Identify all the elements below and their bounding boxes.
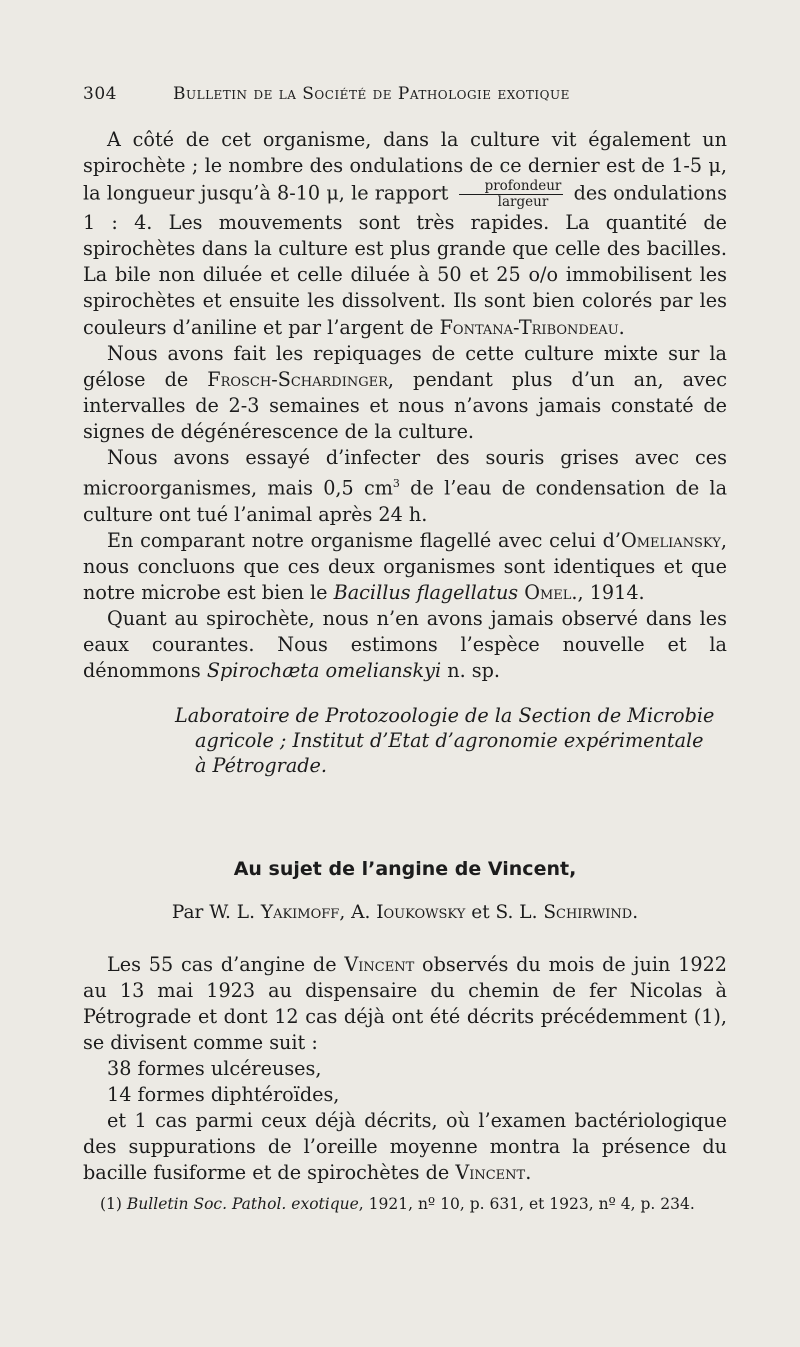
text-run: de l’eau de condensation de la culture ont tué l’animal après 24 h. bbox=[83, 476, 728, 526]
text-run: , nous concluons que ces deux organismes sont identiques et que notre microbe est bien le bbox=[83, 528, 727, 604]
list-item bbox=[83, 1108, 727, 1186]
text-run: . bbox=[632, 902, 639, 923]
text-run: Quant au spirochète, nous n’en avons jamais observé dans les eaux courantes. Nous estimons l’espèce nouvelle et la dénommons bbox=[83, 606, 727, 683]
species-name: Spirochæta omelianskyi bbox=[206, 659, 442, 683]
fraction-numerator: profondeur bbox=[459, 179, 564, 195]
text-run: . bbox=[618, 315, 625, 339]
paragraph bbox=[83, 341, 727, 445]
author-name: Frosch-Schardinger bbox=[207, 367, 388, 391]
article-authors bbox=[83, 902, 727, 923]
superscript: 3 bbox=[392, 477, 400, 491]
text-run: Les 55 cas d’angine de bbox=[107, 953, 337, 976]
author-name: Vincent bbox=[344, 953, 415, 976]
text-run: Nous avons essayé d’infecter des souris grises avec ces microorganismes, mais 0,5 cm bbox=[83, 446, 727, 500]
journal-name: Bulletin Soc. Pathol. exotique bbox=[126, 1195, 359, 1213]
affiliation-line: Laboratoire de Protozoologie de la Section de Microbie bbox=[175, 704, 715, 727]
paragraph bbox=[83, 445, 727, 528]
list-item: 14 formes diphtéroïdes, bbox=[107, 1083, 340, 1106]
author-name: W. L. Yakimoff bbox=[209, 902, 340, 923]
text-run: et bbox=[465, 902, 496, 923]
page-number: 304 bbox=[83, 84, 117, 104]
article-title: Au sujet de l’angine de Vincent, bbox=[233, 858, 577, 880]
running-header bbox=[83, 84, 723, 104]
list-item: 38 formes ulcéreuses, bbox=[107, 1057, 322, 1080]
affiliation-line: à Pétrograde. bbox=[195, 754, 328, 777]
text-run: A côté de cet organisme, dans la culture vit également un spirochète ; le nombre des ondulations de ce dernier est de 1-5 μ, la longueur jusqu’à 8-10 μ, le rapport bbox=[83, 128, 727, 205]
text-run: , pendant plus d’un an, avec intervalles de 2-3 semaines et nous n’avons jamais constaté de signes de dégénérescence de la culture. bbox=[83, 367, 727, 443]
species-name: Bacillus flagellatus bbox=[333, 580, 519, 604]
running-title: Bulletin de la Société de Pathologie exotique bbox=[173, 84, 570, 104]
paragraph bbox=[83, 952, 727, 1056]
author-name: A. Ioukowsky bbox=[351, 902, 466, 923]
text-run: des ondulations 1 : 4. Les mouvements sont très rapides. La quantité de spirochètes dans la culture est plus grande que celle des bacilles. La bile non diluée et celle diluée à 50 et 25 o/o immobilisent les spirochètes et ensuite les dissolvent. Ils sont bien colorés par les couleurs d’aniline et par l’argent de bbox=[83, 181, 727, 339]
text-run: Nous avons fait les repiquages de cette culture mixte sur la gélose de bbox=[83, 341, 727, 391]
author-name: Omeliansky bbox=[620, 528, 721, 552]
fraction bbox=[459, 179, 564, 210]
text-run: , 1914. bbox=[577, 580, 645, 604]
author-name: S. L. Schirwind bbox=[495, 902, 633, 923]
footnote bbox=[100, 1195, 740, 1213]
laboratory-affiliation bbox=[175, 703, 727, 778]
author-name: Vincent bbox=[455, 1161, 526, 1184]
text-run: observés du mois de juin 1922 au 13 mai 1923 au dispensaire du chemin de fer Nicolas à Pétrograde et dont 12 cas déjà ont été décrits précédemment (1), se divisent comme suit : bbox=[83, 953, 727, 1054]
text-run: , 1921, nº 10, p. 631, et 1923, nº 4, p. 234. bbox=[358, 1195, 695, 1213]
body-text bbox=[83, 127, 727, 684]
paragraph bbox=[83, 528, 727, 606]
paragraph bbox=[83, 127, 727, 341]
author-name: Omel. bbox=[524, 580, 578, 604]
text-run: , bbox=[339, 902, 352, 923]
text-run: n. sp. bbox=[441, 659, 501, 683]
footnote-mark: (1) bbox=[100, 1195, 122, 1213]
article-body bbox=[83, 952, 727, 1186]
text-run: et 1 cas parmi ceux déjà décrits, où l’examen bactériologique des suppurations de l’oreille moyenne montra la présence du bacille fusiforme et de spirochètes de bbox=[83, 1109, 727, 1184]
text-run: Par bbox=[171, 902, 204, 923]
text-run: En comparant notre organisme flagellé avec celui d’ bbox=[107, 528, 621, 552]
paragraph bbox=[83, 606, 727, 684]
text-run: . bbox=[525, 1161, 532, 1184]
author-name: Fontana-Tribondeau bbox=[439, 315, 619, 339]
affiliation-line: agricole ; Institut d’Etat d’agronomie expérimentale bbox=[195, 729, 704, 752]
fraction-denominator: largeur bbox=[497, 194, 549, 211]
